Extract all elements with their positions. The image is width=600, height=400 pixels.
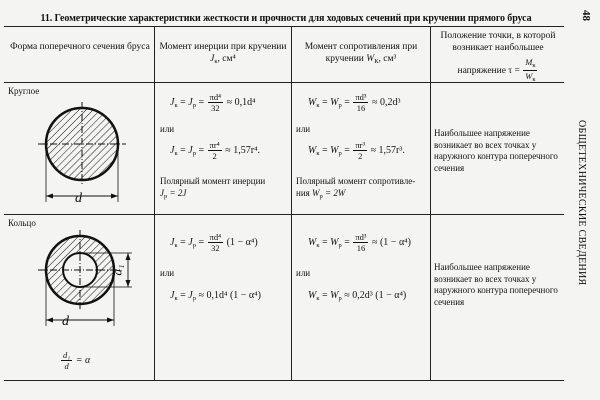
ring-W1-den: 16 [356, 243, 366, 253]
polar-J-note: Полярный момент инерции $J_р = 2J$ [160, 176, 288, 201]
formula-J-circle-2: $J_к = J_р$ = $\frac{\text{πr⁴}}{2}$ ≈ 1,57r⁴. [170, 140, 261, 161]
d1-arrow-bottom [126, 280, 131, 287]
location-ring: Наибольшее напряжение возникает во всех точках у наружного контура поперечного сечения [434, 262, 558, 308]
stress-num-sub: к [532, 61, 536, 69]
stress-den: W [525, 70, 533, 81]
row-divider-rule [4, 214, 564, 215]
header-location-text1: Положение точки, в которой [440, 31, 556, 41]
header-shape [8, 42, 152, 54]
polar-W-text: Полярный момент сопротивле- [296, 176, 416, 186]
header-shape-text: Форма поперечного сечения бруса [10, 42, 150, 52]
or-word-J-circle: или [160, 124, 175, 134]
formula-W-circle-1: $W_к = W_р$ = $\frac{\text{πd³}}{16}$ ≈ 0,2d³ [308, 92, 401, 113]
d-arrow-right [107, 318, 114, 323]
stress-den-sub: к [532, 75, 536, 83]
dim-arrow-right [111, 194, 118, 199]
header-inertia-unit: , см⁴ [217, 53, 236, 64]
row-shape-ring-label: Кольцо [8, 218, 36, 228]
ring-J1-rhs: (1 − α⁴) [226, 236, 258, 248]
W1-rhs: ≈ 0,2d³ [371, 96, 401, 108]
J1-num: πd⁴ [209, 92, 222, 102]
dim-label-d1-ring: d₁ [109, 264, 125, 276]
formula-J-circle-1: $J_к = J_р$ = $\frac{\text{πd⁴}}{32}$ ≈ 0,1d⁴ [170, 92, 256, 113]
or-word-W-ring: или [296, 268, 311, 278]
J2-den: 2 [212, 151, 217, 161]
ring-diagram [32, 226, 142, 330]
table-top-rule [4, 26, 564, 27]
polar-J-rhs: = 2J [167, 187, 187, 198]
header-resistance-symbol: W [366, 53, 375, 64]
location-circle: Наибольшее напряжение возникает во всех точках у наружного контура поперечного сечения [434, 128, 558, 174]
header-location-text3: напряжение τ = [457, 65, 520, 76]
polar-W-text2: ния [296, 187, 310, 198]
page-number: 48 [580, 10, 592, 21]
formula-W-circle-2: $W_к = W_р$ = $\frac{\text{πr³}}{2}$ ≈ 1,57r³. [308, 140, 405, 161]
col-divider-2 [291, 26, 292, 380]
W1-den: 16 [356, 103, 366, 113]
dim-arrow-left [46, 194, 53, 199]
alpha-fraction [61, 350, 72, 371]
formula-W-ring-1: $W_к = W_р$ = $\frac{\text{πd³}}{16}$ ≈ (1 − α⁴) [308, 232, 411, 253]
J2-rhs: ≈ 1,57r⁴. [225, 144, 261, 156]
solid-circle-diagram [34, 98, 130, 208]
stress-num: M [525, 56, 533, 67]
d-arrow-left [46, 318, 53, 323]
formula-J-ring-2: $J_к = J_р \approx 0,1d^4$ (1 − α⁴) [170, 290, 261, 302]
formula-J-ring-1: $J_к = J_р$ = $\frac{\text{πd⁴}}{32}$ (1 − α⁴) [170, 232, 258, 253]
side-section-label: ОБЩЕТЕХНИЧЕСКИЕ СВЕДЕНИЯ [576, 120, 587, 286]
alpha-den: d [64, 361, 69, 371]
header-inertia-symbol: J [210, 53, 215, 64]
polar-W-note: Полярный момент сопротивле- ния $W_р = 2W$ [296, 176, 428, 201]
header-resistance [294, 42, 428, 66]
header-location [433, 31, 563, 84]
dim-label-d-ring: d [62, 314, 69, 329]
ring-J1-num: πd⁴ [209, 232, 222, 242]
alpha-num: d₁ [63, 350, 71, 360]
table-title: 11. Геометрические характеристики жесткости и прочности для ходовых сечений при кручении прямого бруса [40, 13, 532, 24]
d1-arrow-top [126, 253, 131, 260]
alpha-definition [60, 350, 90, 371]
header-inertia-sub: к [214, 57, 218, 65]
alpha-rhs: = α [75, 354, 91, 366]
header-resistance-sub: К [374, 57, 379, 65]
polar-J-text: Полярный момент инерции [160, 176, 266, 186]
row-shape-circle-label: Круглое [8, 86, 40, 96]
header-inertia [157, 42, 289, 66]
polar-W-rhs: = 2W [322, 187, 346, 198]
dim-label-d-circle: d [75, 191, 82, 206]
ring-W1-rhs: ≈ (1 − α⁴) [371, 236, 411, 248]
col-divider-3 [430, 26, 431, 380]
formula-W-ring-2: $W_к = W_р \approx 0,2d^3$ (1 − α⁴) [308, 290, 407, 302]
W2-num: πr³ [355, 140, 366, 150]
header-inertia-text: Момент инерции при кручении [159, 42, 287, 52]
header-location-text2: возникает наибольшее [452, 42, 544, 53]
W1-num: πd³ [355, 92, 367, 102]
header-resistance-text: Момент сопротивления при [304, 42, 418, 52]
ring-W2-rhs: ≈ 0,2d³ (1 − α⁴) [344, 290, 407, 301]
ring-J2-rhs: ≈ 0,1d⁴ (1 − α⁴) [198, 290, 261, 301]
or-word-J-ring: или [160, 268, 175, 278]
J1-rhs: ≈ 0,1d⁴ [226, 96, 256, 108]
W2-den: 2 [358, 151, 363, 161]
ring-J1-den: 32 [211, 243, 220, 253]
polar-J-sym: J [160, 187, 164, 198]
header-resistance-unit: , см³ [378, 53, 397, 64]
table-bottom-rule [4, 380, 564, 381]
col-divider-1 [154, 26, 155, 380]
J1-den: 32 [211, 103, 220, 113]
J2-num: πr⁴ [209, 140, 220, 150]
header-stress-fraction [523, 57, 537, 84]
W2-rhs: ≈ 1,57r³. [370, 144, 405, 156]
or-word-W-circle: или [296, 124, 311, 134]
header-resistance-text2: кручении [325, 53, 364, 64]
ring-W1-num: πd³ [355, 232, 367, 242]
